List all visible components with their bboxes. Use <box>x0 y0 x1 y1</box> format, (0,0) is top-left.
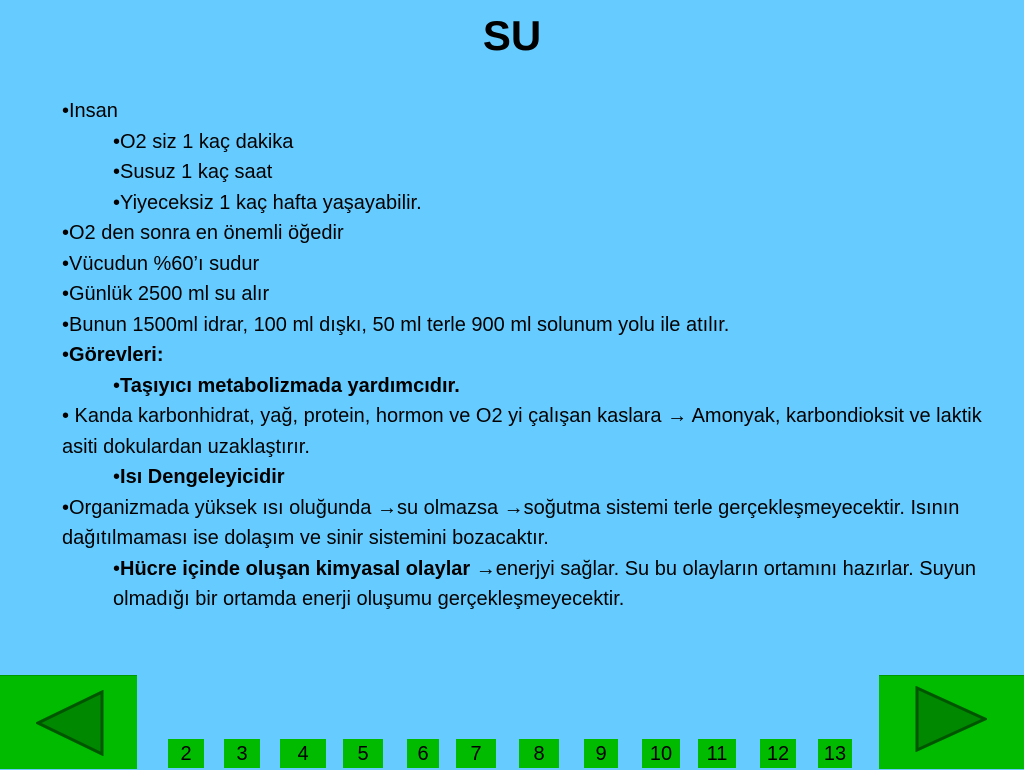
page-link-2[interactable]: 2 <box>168 739 204 768</box>
heat-organism-text-a: •Organizmada yüksek ısı oluğunda <box>62 496 377 519</box>
bullet-mark: • <box>113 557 121 580</box>
page-link-12[interactable]: 12 <box>760 739 796 768</box>
right-arrow-icon: → <box>503 496 524 519</box>
page-link-8[interactable]: 8 <box>519 739 559 768</box>
page-link-10[interactable]: 10 <box>642 739 680 768</box>
page-link-4[interactable]: 4 <box>280 739 326 768</box>
page-link-6[interactable]: 6 <box>407 739 439 768</box>
slide-title: SU <box>482 12 542 59</box>
bullet-food-weeks: •Yiyeceksiz 1 kaç hafta yaşayabilir. <box>113 191 422 214</box>
cell-reactions-bold: Hücre içinde oluşan kimyasal olaylar <box>120 557 476 580</box>
heat-regulator-text: Isı Dengeleyicidir <box>120 466 285 488</box>
bullet-oxygen-minutes: •O2 siz 1 kaç dakika <box>113 130 294 153</box>
bullet-heat-regulator <box>62 462 997 493</box>
page-link-11[interactable]: 11 <box>698 739 736 768</box>
bullet-duties-heading <box>62 340 997 371</box>
bullet-mark: • <box>113 374 121 397</box>
bullet-importance: •O2 den sonra en önemli öğedir <box>62 222 344 244</box>
bullet-mark: • <box>62 344 70 366</box>
page-link-9[interactable]: 9 <box>584 739 618 768</box>
page-link-7[interactable]: 7 <box>456 739 496 768</box>
blood-transport-text-b: Amonyak, karbondioksit ve laktik asiti dokulardan uzaklaştırır. <box>62 405 982 458</box>
right-arrow-icon: → <box>376 496 397 519</box>
carrier-text: Taşıyıcı metabolizmada yardımcıdır. <box>120 374 460 397</box>
right-arrow-icon: → <box>667 405 688 427</box>
bullet-carrier <box>62 371 997 402</box>
bullet-blood-transport <box>62 401 997 462</box>
page-link-3[interactable]: 3 <box>224 739 260 768</box>
slide-body <box>62 96 997 615</box>
heat-organism-text-b: su olmazsa <box>396 496 504 519</box>
bullet-body-percentage: •Vücudun %60’ı sudur <box>62 252 260 275</box>
bullet-heat-organism <box>62 493 997 554</box>
bullet-mark: • <box>113 466 121 488</box>
blood-transport-text-a: • Kanda karbonhidrat, yağ, protein, hormon ve O2 yi çalışan kaslara <box>62 405 668 427</box>
bullet-excretion: •Bunun 1500ml idrar, 100 ml dışkı, 50 ml terle 900 ml solunum yolu ile atılır. <box>62 313 730 336</box>
bullet-water-hours: •Susuz 1 kaç saat <box>113 161 273 183</box>
cell-reactions-rest: enerjyi sağlar. Su bu olayların ortamını hazırlar. Suyun olmadığı bir ortamda enerji oluşumu gerçekleşmeyecektir. <box>113 557 976 610</box>
bullet-insan: •Insan <box>62 100 118 122</box>
page-link-5[interactable]: 5 <box>343 739 383 768</box>
duties-heading-text: Görevleri: <box>69 344 164 366</box>
page-navigation <box>0 739 1024 768</box>
page-link-13[interactable]: 13 <box>818 739 852 768</box>
right-arrow-icon: → <box>475 557 496 580</box>
bullet-cell-reactions <box>62 554 997 615</box>
bullet-daily-intake: •Günlük 2500 ml su alır <box>62 283 270 305</box>
heat-organism-text-c: soğutma sistemi terle gerçekleşmeyecektir. Isının dağıtılmaması ise dolaşım ve sinir sistemini bozacaktır. <box>62 496 960 549</box>
